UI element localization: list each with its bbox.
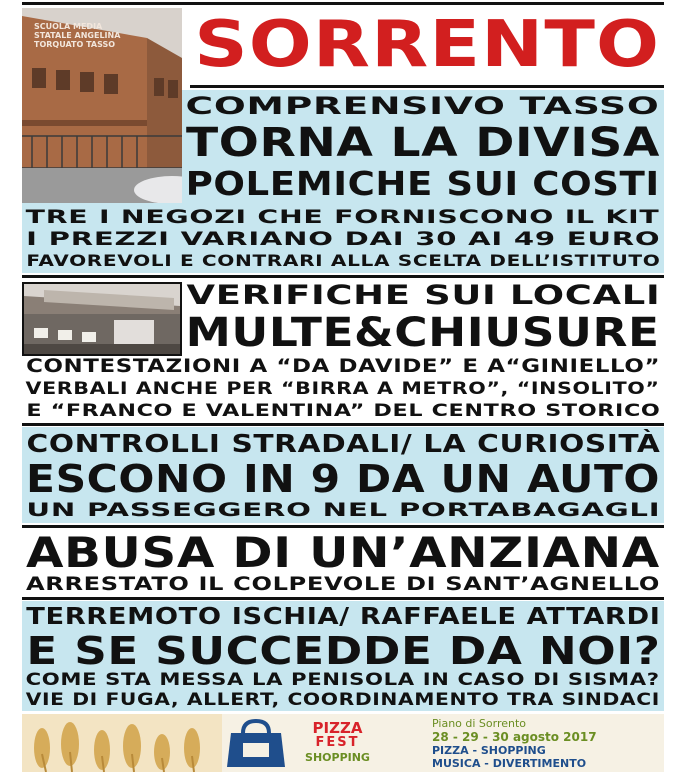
story3-kicker: CONTROLLI STRADALI/ LA CURIOSITÀ	[26, 429, 660, 458]
ad-dates: 28 - 29 - 30 agosto 2017	[432, 730, 597, 744]
top-rule	[22, 2, 664, 5]
rule-4	[22, 597, 664, 600]
story5-kicker: TERREMOTO ISCHIA/ RAFFAELE ATTARDI	[25, 604, 661, 630]
ad-place: Piano di Sorrento	[432, 717, 527, 730]
story5-headline: E SE SUCCEDDE DA NOI?	[25, 629, 661, 673]
rule-2	[22, 423, 664, 426]
story2-sub-1: CONTESTAZIONI A “DA DAVIDE” E A“GINIELLO”	[25, 355, 661, 377]
masthead-title: SORRENTO	[194, 8, 660, 82]
story1-sub-3: FAVOREVOLI E CONTRARI ALLA SCELTA DELL’ISTITUTO	[25, 251, 661, 270]
story1-headline-2: POLEMICHE SUI COSTI	[185, 164, 661, 203]
story1-sub-1: TRE I NEGOZI CHE FORNISCONO IL KIT	[26, 206, 660, 228]
rule-1	[22, 275, 664, 278]
ad-brand-line-2: FEST	[315, 736, 360, 750]
school-building-photo	[22, 8, 182, 203]
wheat-illustration	[22, 714, 222, 772]
story3-sub: UN PASSEGGERO NEL PORTABAGAGLI	[25, 499, 661, 521]
story3-headline: ESCONO IN 9 DA UN AUTO	[26, 457, 660, 501]
ad-brand-line-3: SHOPPING	[305, 751, 370, 764]
restaurant-terrace-photo	[22, 282, 182, 356]
story1-kicker: COMPRENSIVO TASSO	[186, 92, 660, 120]
story5-sub-1: COME STA MESSA LA PENISOLA IN CASO DI SISMA?	[25, 670, 661, 690]
ad-tag-2: MUSICA - DIVERTIMENTO	[432, 757, 587, 770]
pizza-fest-ad[interactable]	[22, 714, 664, 772]
story2-kicker: VERIFICHE SUI LOCALI	[186, 280, 660, 311]
story1-headline-1: TORNA LA DIVISA	[186, 120, 660, 166]
restaurant-terrace-image	[24, 284, 180, 354]
masthead-rule	[190, 85, 664, 88]
shopping-bag-icon	[225, 717, 287, 769]
story5-sub-2: VIE DI FUGA, ALLERT, COORDINAMENTO TRA SINDACI	[25, 690, 661, 710]
story2-sub-3: E “FRANCO E VALENTINA” DEL CENTRO STORICO	[25, 401, 661, 421]
story1-sub-2: I PREZZI VARIANO DAI 30 AI 49 EURO	[25, 228, 661, 250]
story2-sub-2: VERBALI ANCHE PER “BIRRA A METRO”, “INSOLITO”	[26, 379, 660, 399]
story2-headline: MULTE&CHIUSURE	[185, 310, 660, 356]
story4-headline: ABUSA DI UN’ANZIANA	[26, 528, 660, 577]
ad-brand-line-1: PIZZA	[312, 720, 363, 736]
school-sign-text: SCUOLA MEDIA STATALE ANGELINA TORQUATO TASSO	[34, 22, 121, 49]
story4-sub: ARRESTATO IL COLPEVOLE DI SANT’AGNELLO	[26, 573, 660, 595]
ad-tag-1: PIZZA - SHOPPING	[432, 744, 546, 757]
